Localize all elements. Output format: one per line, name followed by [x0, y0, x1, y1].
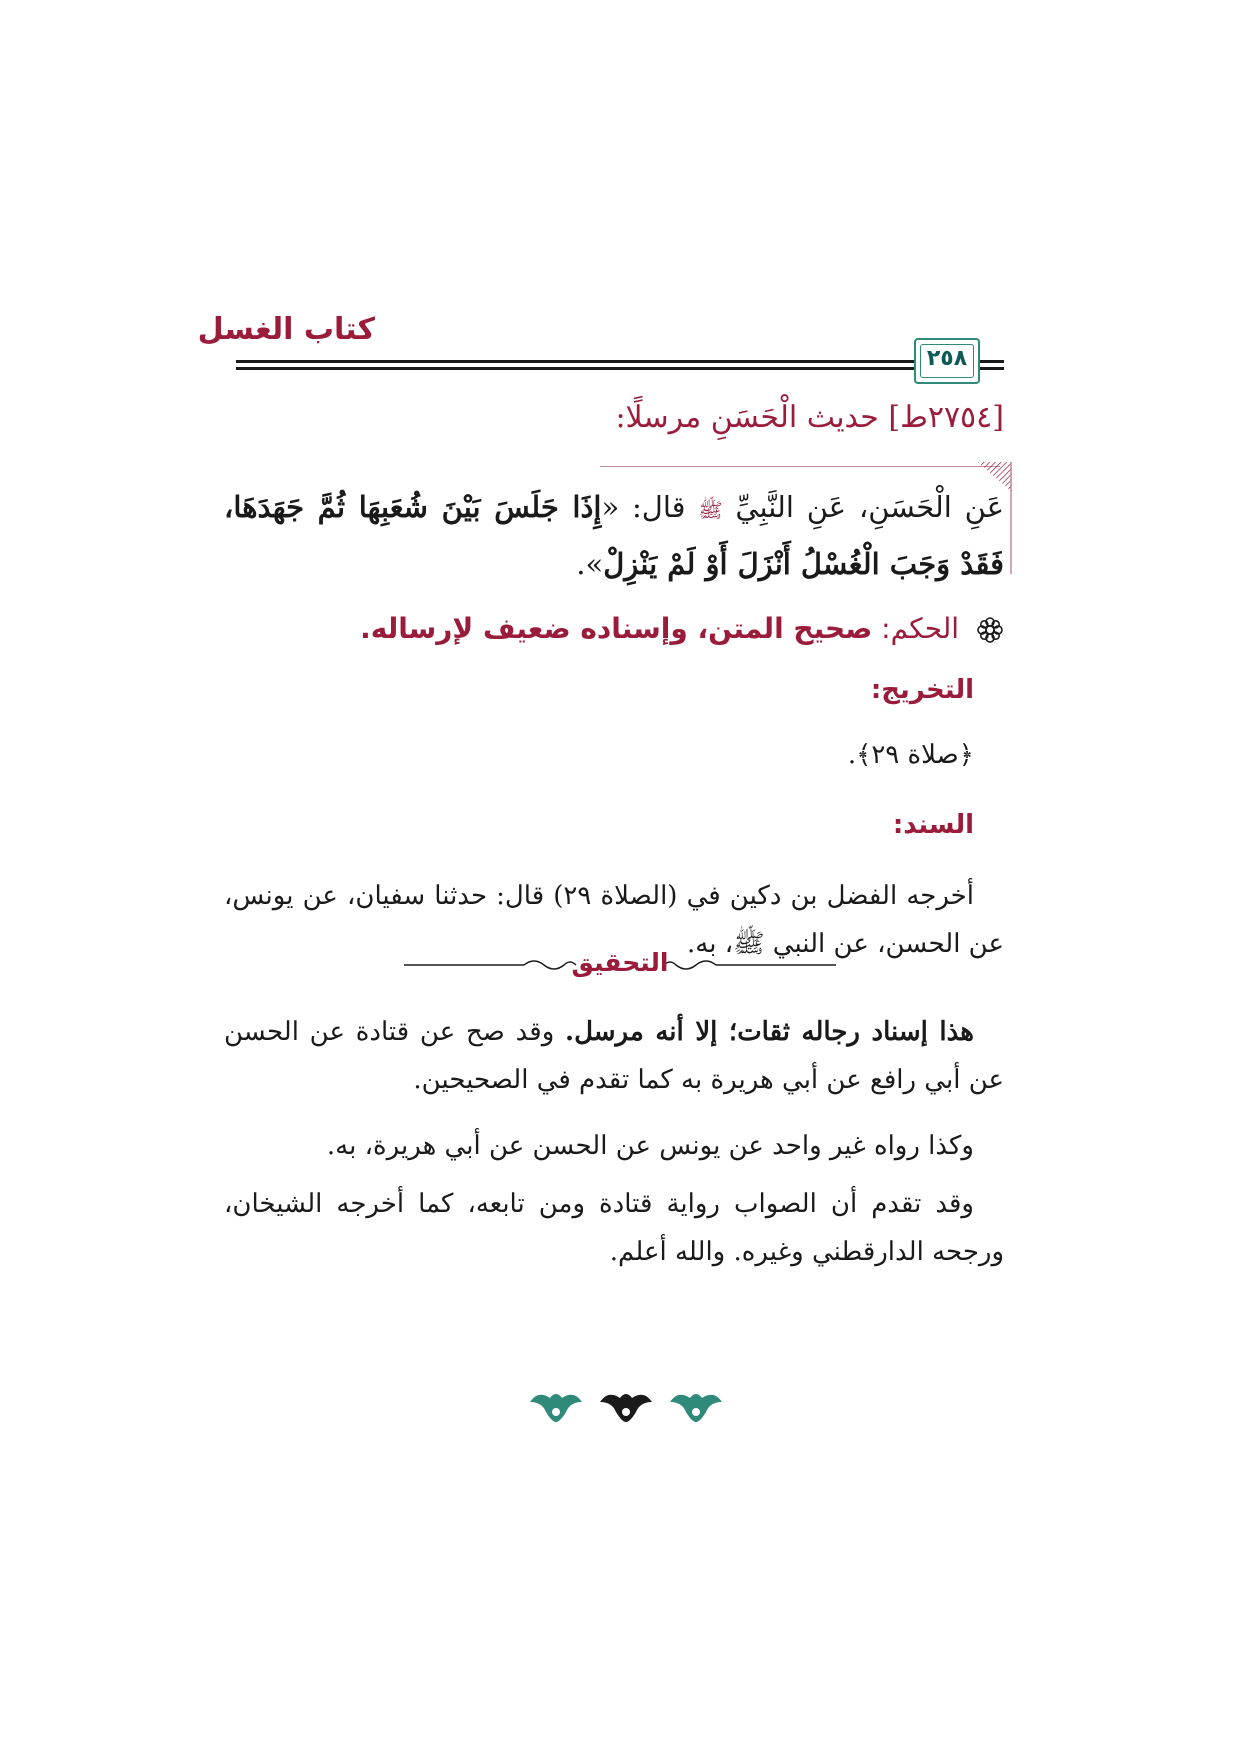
ruling-line — [224, 612, 1004, 645]
salutation-glyph: ﷺ — [698, 498, 723, 522]
ruling-label: الحكم: — [881, 612, 960, 645]
tahqiq-paragraph-3: وقد تقدم أن الصواب رواية قتادة ومن تابعه، كما أخرجه الشيخان، ورجحه الدارقطني وغيره. والله أعلم. — [224, 1189, 1004, 1267]
hadith-matn: إِذَا جَلَسَ بَيْنَ شُعَبِهَا ثُمَّ جَهَدَهَا، فَقَدْ وَجَبَ الْغُسْلُ أَنْزَلَ أَوْ لَمْ يَنْزِلْ — [224, 490, 1004, 581]
page-number: ٢٥٨ — [926, 346, 968, 371]
tahqiq-heading: التحقيق — [571, 948, 669, 977]
hadith-top-rule — [600, 466, 1000, 467]
tahqiq-paragraph-2: وكذا رواه غير واحد عن يونس عن الحسن عن أبي هريرة، به. — [326, 1131, 974, 1161]
book-title: كتاب الغسل — [197, 312, 375, 347]
flower-bullet-icon — [976, 616, 1004, 644]
page-number-frame — [914, 338, 980, 384]
hadith-heading: [٢٧٥٤ط] حديث الْحَسَنِ مرسلًا: — [615, 400, 1004, 435]
end-ornament-icon — [520, 1388, 730, 1424]
sanad-text: أخرجه الفضل بن دكين في (الصلاة ٢٩) قال: حدثنا سفيان، عن يونس، عن الحسن، عن النبي ﷺ، به. — [224, 881, 1004, 959]
tahqiq-verdict: هذا إسناد رجاله ثقات؛ إلا أنه مرسل. — [565, 1017, 974, 1047]
tahqiq-paragraph-1 — [224, 1008, 1004, 1104]
ruling-value: صحيح المتن، وإسناده ضعيف لإرساله. — [360, 612, 873, 645]
header-rule-bottom — [236, 367, 1004, 370]
header-rule-top — [236, 360, 1004, 363]
hadith-text — [224, 480, 1004, 591]
tahqiq-paragraph-1-rest: وقد صح عن قتادة عن الحسن عن أبي رافع عن أبي هريرة به كما تقدم في الصحيحين. — [224, 1017, 1004, 1095]
sanad-heading: السند: — [892, 810, 974, 840]
hadith-qala: قال: « — [601, 490, 686, 524]
takhrij-reference: ﴿صلاة ٢٩﴾. — [847, 740, 974, 770]
hadith-chain: عَنِ الْحَسَنِ، عَنِ النَّبِيِّ — [735, 490, 1004, 524]
takhrij-heading: التخريج: — [870, 675, 974, 705]
hadith-end: ». — [576, 547, 604, 581]
